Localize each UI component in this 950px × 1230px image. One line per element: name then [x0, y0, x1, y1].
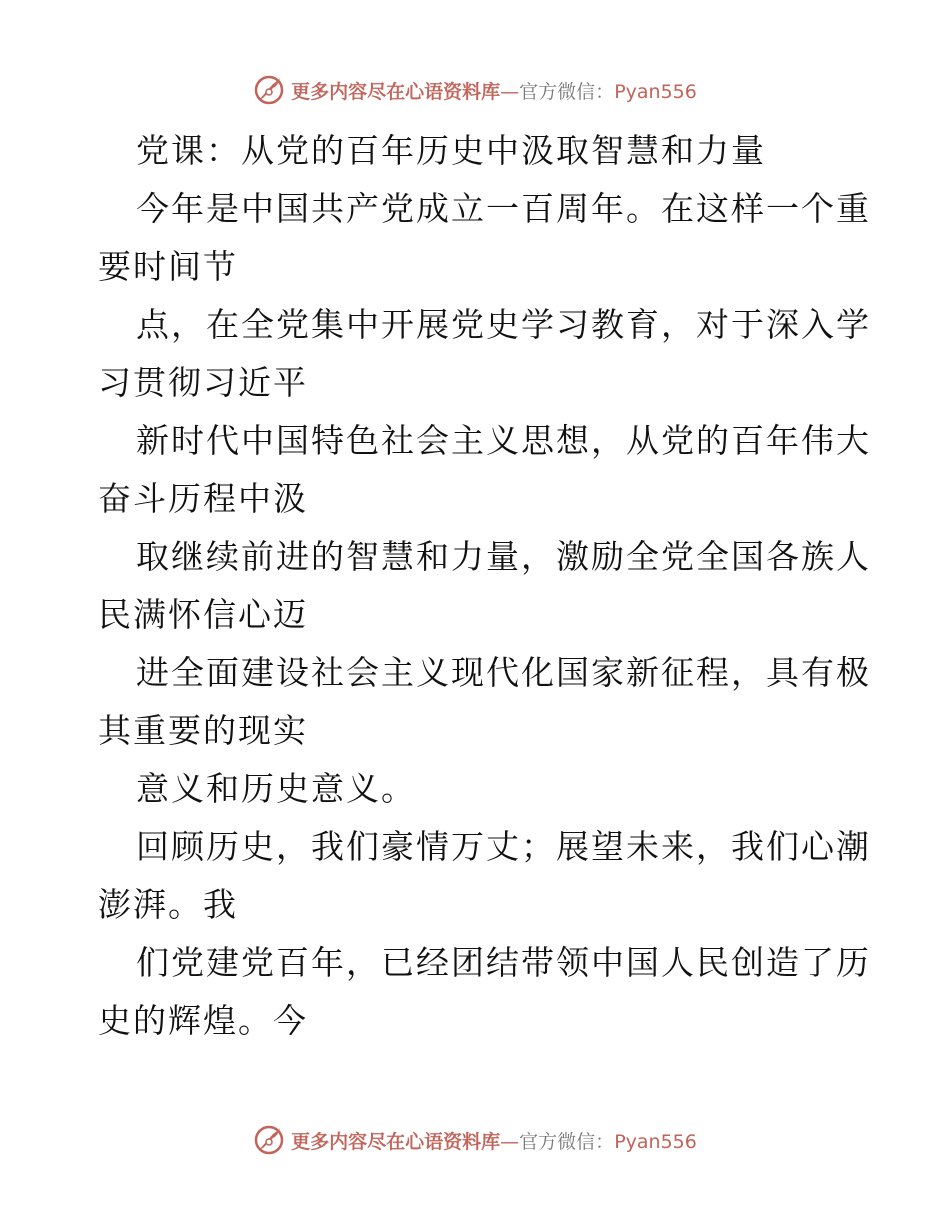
watermark-main: 更多内容尽在心语资料库 [291, 80, 501, 103]
text-line: 民满怀信心迈 [98, 595, 308, 634]
text-line: 意义和历史意义。 [136, 769, 416, 808]
watermark-main: 更多内容尽在心语资料库 [291, 1130, 501, 1153]
text-line: 回顾历史，我们豪情万丈；展望未来，我们心潮 [136, 827, 871, 866]
text-line: 奋斗历程中汲 [98, 479, 308, 518]
text-line: 史的辉煌。今 [98, 1001, 308, 1040]
watermark-text [291, 77, 697, 104]
text-line: 取继续前进的智慧和力量，激励全党全国各族人 [136, 537, 871, 576]
watermark-dash: — [500, 80, 520, 103]
text-line: 习贯彻习近平 [98, 363, 308, 402]
watermark-id: Pyan556 [614, 80, 697, 103]
text-line: 新时代中国特色社会主义思想，从党的百年伟大 [136, 421, 871, 460]
quill-logo-icon [253, 74, 285, 106]
footer-watermark [0, 1120, 950, 1160]
document-body [98, 122, 871, 1050]
header-watermark [0, 70, 950, 110]
watermark-dash: — [500, 1130, 520, 1153]
watermark-text [291, 1127, 697, 1154]
text-line: 其重要的现实 [98, 711, 308, 750]
quill-logo-icon [253, 1124, 285, 1156]
text-line: 们党建党百年，已经团结带领中国人民创造了历 [136, 943, 871, 982]
watermark-id: Pyan556 [614, 1130, 697, 1153]
text-line: 进全面建设社会主义现代化国家新征程，具有极 [136, 653, 871, 692]
document-title: 党课：从党的百年历史中汲取智慧和力量 [136, 131, 766, 170]
text-line: 要时间节 [98, 247, 238, 286]
watermark-label: 官方微信： [519, 80, 615, 103]
text-line: 澎湃。我 [98, 885, 238, 924]
watermark-label: 官方微信： [519, 1130, 615, 1153]
text-line: 点，在全党集中开展党史学习教育，对于深入学 [136, 305, 871, 344]
text-line: 今年是中国共产党成立一百周年。在这样一个重 [136, 189, 871, 228]
